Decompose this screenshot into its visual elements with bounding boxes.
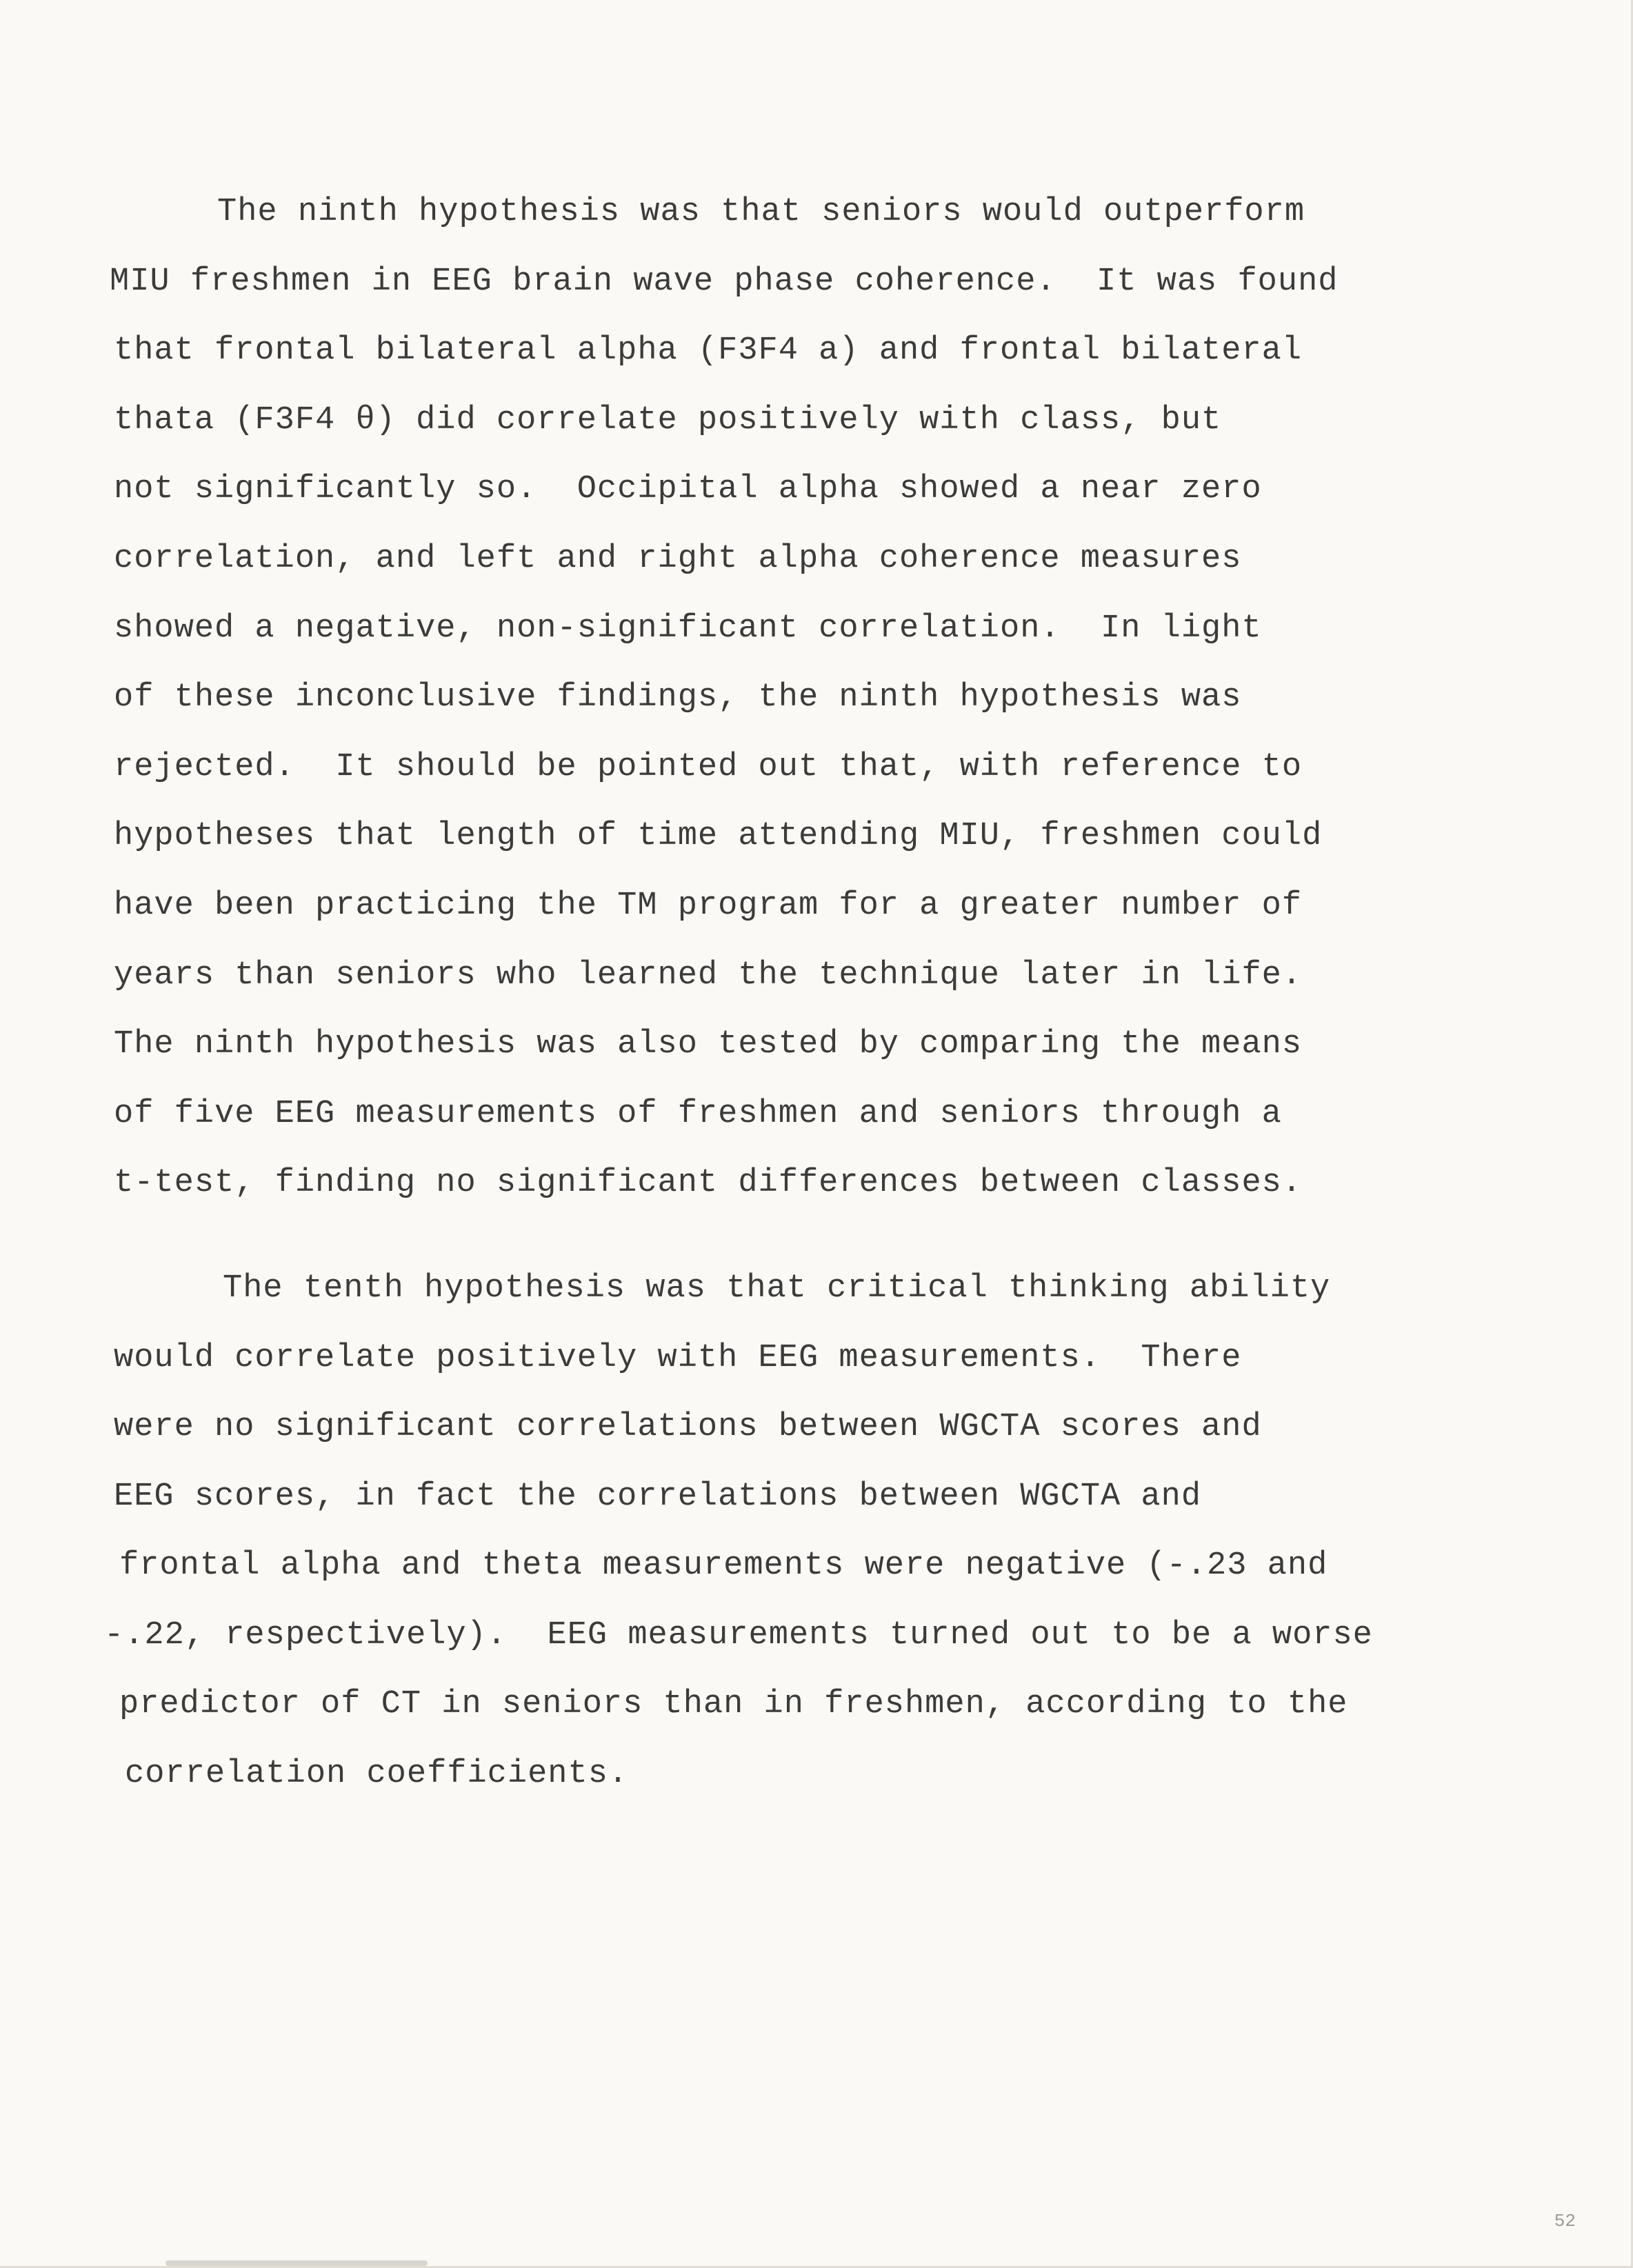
text-line: t-test, finding no significant differences between classes. [114,1165,1303,1202]
text-line: that frontal bilateral alpha (F3F4 a) and frontal bilateral [114,332,1303,370]
paragraph-spacer [114,1218,1465,1254]
text-line: would correlate positively with EEG measurements. There [114,1339,1242,1376]
text-line: predictor of CT in seniors than in freshmen, according to the [119,1686,1348,1723]
text-line: correlation, and left and right alpha coherence measures [114,540,1242,577]
text-line: MIU freshmen in EEG brain wave phase coherence. It was found [110,263,1339,300]
text-line: EEG scores, in fact the correlations between WGCTA and [114,1478,1202,1515]
text-line: The ninth hypothesis was also tested by comparing the means [114,1026,1303,1063]
text-line: were no significant correlations between WGCTA scores and [114,1409,1262,1446]
text-line: have been practicing the TM program for a greater number of [114,887,1303,924]
text-line: rejected. It should be pointed out that, with reference to [114,748,1303,785]
text-line: showed a negative, non-significant correlation. In light [114,610,1262,647]
page-number: 52 [1554,2211,1576,2231]
body-text [104,178,1465,1809]
text-line: The ninth hypothesis was that seniors would outperform [217,194,1305,230]
text-line: years than seniors who learned the technique later in life. [114,956,1303,994]
paper-smudge [166,2260,428,2266]
text-line: of five EEG measurements of freshmen and seniors through a [114,1095,1282,1132]
text-line: The tenth hypothesis was that critical thinking ability [223,1270,1331,1307]
paragraph-tenth-hypothesis [104,1254,1465,1809]
text-line: not significantly so. Occipital alpha showed a near zero [114,471,1262,508]
text-line: hypotheses that length of time attending MIU, freshmen could [114,818,1323,855]
text-line: -.22, respectively). EEG measurements turned out to be a worse [104,1616,1373,1654]
text-line: frontal alpha and theta measurements were negative (-.23 and [119,1547,1328,1585]
text-line: of these inconclusive findings, the ninth hypothesis was [114,679,1242,716]
text-line: correlation coefficients. [125,1756,629,1793]
paragraph-ninth-hypothesis [110,178,1465,1218]
text-line: thata (F3F4 θ) did correlate positively with class, but [114,401,1222,439]
